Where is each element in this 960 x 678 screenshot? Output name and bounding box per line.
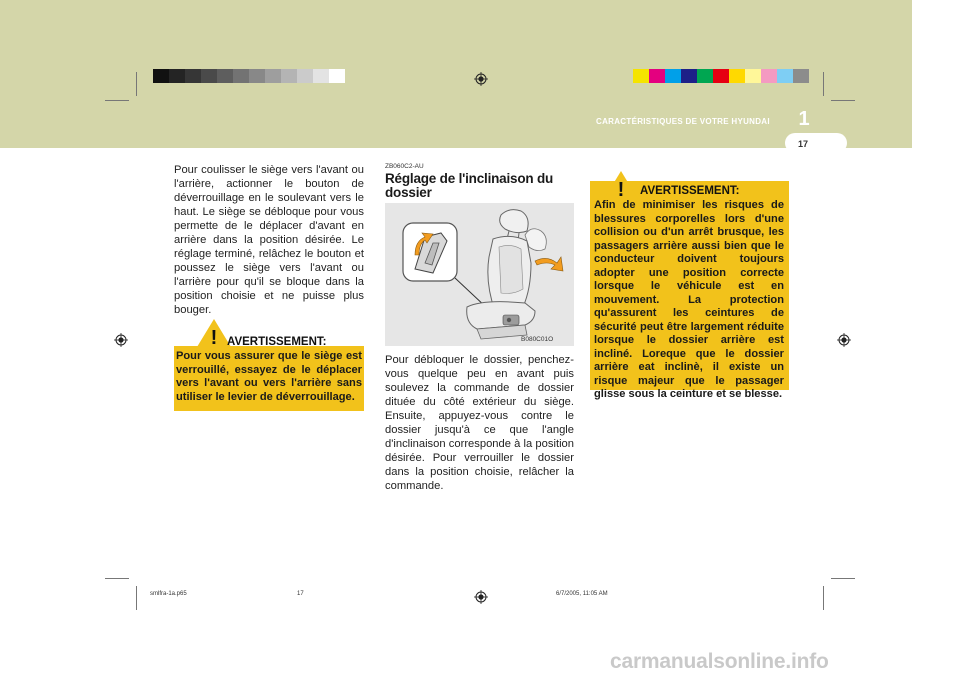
svg-text:!: ! (210, 327, 218, 348)
color-swatch (153, 69, 169, 83)
registration-mark-icon (474, 72, 488, 86)
color-swatch (665, 69, 681, 83)
color-swatch (713, 69, 729, 83)
crop-mark (823, 72, 824, 96)
color-swatch (281, 69, 297, 83)
seat-slide-paragraph: Pour coulisser le siège vers l'avant ou l'arrière, actionner le bouton de déverrouillage en le soulevant vers le haut. Le siège se débloque pour vous permette de le déplacer d'avant en arrière dans la position désirée. Le réglage terminé, relâchez le bouton et poussez le siège vers l'avant ou l'arrière pour qu'il se bloque dans la position choisie et ne puisse plus bouger. (174, 164, 364, 316)
chapter-number: 1 (798, 108, 810, 130)
crop-mark (831, 578, 855, 579)
color-swatch (745, 69, 761, 83)
warning-triangle-icon (603, 170, 639, 200)
color-swatch (777, 69, 793, 83)
color-swatch (249, 69, 265, 83)
crop-mark (136, 72, 137, 96)
seat-recline-figure (385, 203, 574, 346)
recline-paragraph: Pour débloquer le dossier, penchez-vous quelque peu en avant puis soulevez la commande de dossier dituée du côté extérieur du siège. Ensuite, appuyez-vous contre le dossier jusqu'à ce que l'angle d'inclinaison corresponde à la position désirée. Pour verrouiller le dossier dans la position choisie, relâcher la commande. (385, 354, 574, 492)
gray-color-bar (153, 69, 345, 83)
crop-mark (105, 578, 129, 579)
watermark: carmanualsonline.info (610, 650, 829, 673)
color-swatch (217, 69, 233, 83)
svg-text:!: ! (617, 179, 625, 200)
color-swatch (297, 69, 313, 83)
color-swatch (329, 69, 345, 83)
section-code: ZB060C2-AU (385, 163, 424, 170)
figure-code: B080C01O (521, 336, 554, 343)
color-swatch (649, 69, 665, 83)
color-swatch (633, 69, 649, 83)
warning-text-right: Afin de minimiser les risques de blessures corporelles lors d'une collision ou d'un arrêt brusque, les passagers arrière aussi bien que le conducteur doivent toujours adopter une position correcte lorsque le véhicule est en mouvement. La protection qu'assurent les ceintures de sécurité peut être largement réduite lorsque le dossier arrière est incliné. Loreque que le dossier arrière eat inclinè, il existe un risque majeur que le passager glisse sous la ceinture et se blesse. (594, 199, 784, 400)
page-number: 17 (797, 139, 808, 149)
color-swatch (697, 69, 713, 83)
color-swatch (761, 69, 777, 83)
color-swatch (185, 69, 201, 83)
warning-title-left: AVERTISSEMENT: (227, 336, 327, 348)
color-swatch (681, 69, 697, 83)
crop-mark (831, 100, 855, 101)
crop-mark (136, 586, 137, 610)
warning-title-right: AVERTISSEMENT: (640, 185, 740, 197)
cmyk-color-bar (633, 69, 809, 83)
color-swatch (169, 69, 185, 83)
seat-illustration (385, 203, 574, 346)
footer-date: 6/7/2005, 11:05 AM (556, 591, 608, 597)
color-swatch (729, 69, 745, 83)
footer-file-name: smlfra-1a.p65 (150, 591, 187, 597)
warning-text-left: Pour vous assurer que le siège est verrouillé, essayez de le déplacer vers l'avant ou vers l'arrière sans utiliser le levier de déverrouillage. (176, 350, 362, 403)
registration-mark-icon (474, 590, 488, 604)
section-title: Réglage de l'inclinaison du dossier (385, 171, 554, 200)
color-swatch (313, 69, 329, 83)
color-swatch (265, 69, 281, 83)
registration-mark-icon (837, 333, 851, 347)
color-swatch (201, 69, 217, 83)
color-swatch (233, 69, 249, 83)
footer-page-number: 17 (297, 591, 304, 597)
section-header-title: CARACTÉRISTIQUES DE VOTRE HYUNDAI (596, 117, 770, 126)
registration-mark-icon (114, 333, 128, 347)
color-swatch (793, 69, 809, 83)
crop-mark (823, 586, 824, 610)
crop-mark (105, 100, 129, 101)
